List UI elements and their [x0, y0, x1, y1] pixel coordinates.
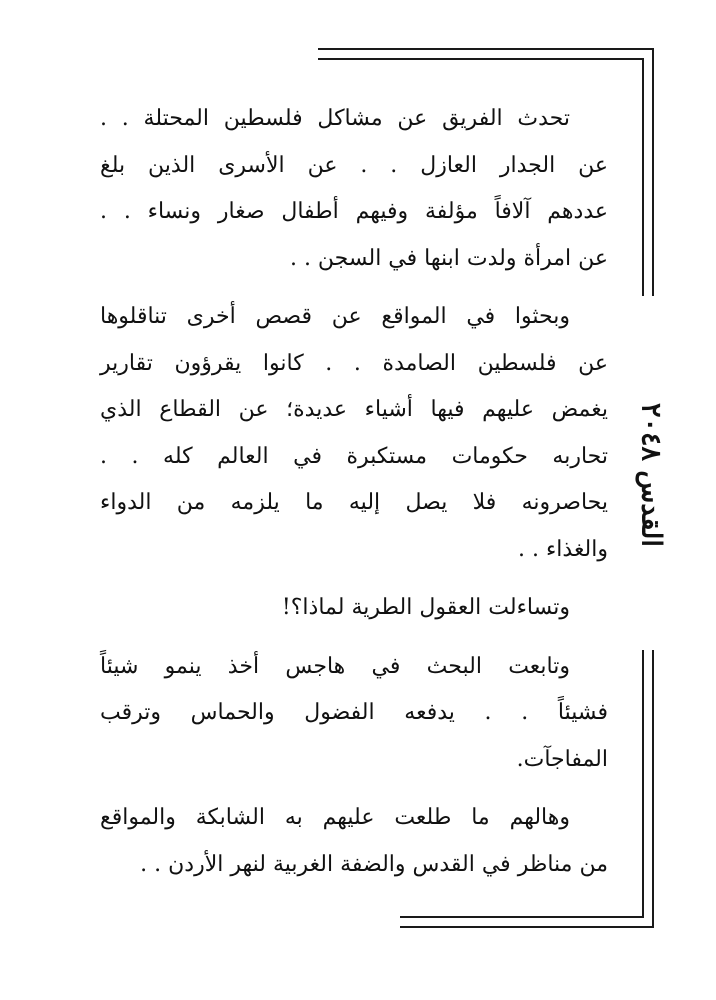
frame-bottom-right-inner-line — [642, 650, 644, 918]
text-line: عددهم آلافاً مؤلفة وفيهم أطفال صغار ونساء . . — [100, 199, 608, 224]
frame-bottom-right-outer-line — [652, 650, 654, 928]
paragraph — [100, 644, 608, 784]
frame-top-inner-line — [318, 58, 644, 60]
paragraph — [100, 96, 608, 282]
frame-bottom-outer-line — [400, 926, 654, 928]
text-line: عن فلسطين الصامدة . . كانوا يقرؤون تقارير — [100, 350, 608, 376]
paragraph — [100, 795, 608, 888]
text-line: يغمض عليهم فيها أشياء عديدة؛ عن القطاع الذي — [100, 397, 608, 422]
frame-right-outer-line — [652, 48, 654, 296]
body-text — [100, 96, 608, 900]
paragraph — [100, 585, 608, 632]
frame-top-outer-line — [318, 48, 654, 50]
text-line: وتساءلت العقول الطرية لماذا؟! — [281, 595, 570, 620]
paragraph — [100, 294, 608, 573]
frame-bottom-inner-line — [400, 916, 644, 918]
text-line: يحاصرونه فلا يصل إليه ما يلزمه من الدواء — [100, 490, 608, 515]
text-line: من مناظر في القدس والضفة الغربية لنهر الأردن . . — [140, 851, 608, 877]
running-head-title: القدس ٢٠٤٨ — [635, 403, 667, 547]
text-line: وتابعت البحث في هاجس أخذ ينمو شيئاً — [100, 653, 570, 679]
text-line: عن الجدار العازل . . عن الأسرى الذين بلغ — [100, 152, 608, 178]
text-line: وهالهم ما طلعت عليهم به الشابكة والمواقع — [100, 805, 570, 830]
text-line: وبحثوا في المواقع عن قصص أخرى تناقلوها — [100, 304, 570, 329]
text-line: تحدث الفريق عن مشاكل فلسطين المحتلة . . — [100, 106, 570, 131]
frame-right-inner-line — [642, 58, 644, 296]
text-line: تحاربه حكومات مستكبرة في العالم كله . . — [100, 443, 608, 469]
running-head — [628, 310, 674, 640]
text-line: والغذاء . . — [517, 536, 608, 562]
text-line: عن امرأة ولدت ابنها في السجن . . — [289, 245, 608, 271]
text-line: فشيئاً . . يدفعه الفضول والحماس وترقب — [100, 700, 608, 725]
text-line: المفاجآت. — [516, 746, 608, 772]
